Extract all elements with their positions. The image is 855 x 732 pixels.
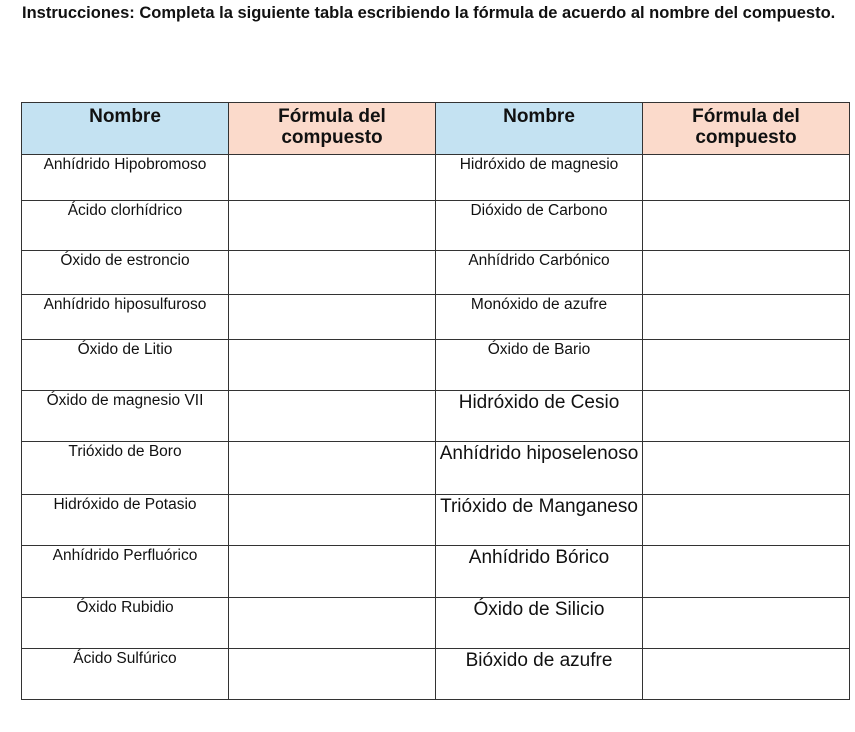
left-formula-cell[interactable] [229, 340, 436, 391]
right-formula-cell[interactable] [643, 442, 850, 495]
table-row [22, 251, 850, 295]
header-formula-left: Fórmula del compuesto [229, 103, 436, 155]
left-formula-cell[interactable] [229, 598, 436, 649]
table-row [22, 546, 850, 598]
right-formula-cell[interactable] [643, 155, 850, 201]
table-row [22, 340, 850, 391]
left-name-cell: Anhídrido hiposulfuroso [22, 295, 229, 340]
right-name-cell: Bióxido de azufre [436, 649, 643, 700]
table-row [22, 295, 850, 340]
right-name-cell: Anhídrido Carbónico [436, 251, 643, 295]
left-formula-cell[interactable] [229, 155, 436, 201]
table-row [22, 598, 850, 649]
left-formula-cell[interactable] [229, 295, 436, 340]
left-name-cell: Óxido Rubidio [22, 598, 229, 649]
right-name-cell: Hidróxido de magnesio [436, 155, 643, 201]
right-formula-cell[interactable] [643, 340, 850, 391]
table-row [22, 442, 850, 495]
right-formula-cell[interactable] [643, 546, 850, 598]
left-formula-cell[interactable] [229, 251, 436, 295]
left-name-cell: Anhídrido Hipobromoso [22, 155, 229, 201]
left-formula-cell[interactable] [229, 649, 436, 700]
header-nombre-left: Nombre [22, 103, 229, 155]
right-name-cell: Dióxido de Carbono [436, 201, 643, 251]
right-name-cell: Óxido de Silicio [436, 598, 643, 649]
instructions-text: Instrucciones: Completa la siguiente tabla escribiendo la fórmula de acuerdo al nombre del compuesto. [22, 4, 836, 22]
table-row [22, 495, 850, 546]
right-name-cell: Anhídrido hiposelenoso [436, 442, 643, 495]
left-name-cell: Ácido Sulfúrico [22, 649, 229, 700]
left-name-cell: Óxido de Litio [22, 340, 229, 391]
left-formula-cell[interactable] [229, 495, 436, 546]
right-formula-cell[interactable] [643, 495, 850, 546]
left-name-cell: Hidróxido de Potasio [22, 495, 229, 546]
table-row [22, 155, 850, 201]
right-formula-cell[interactable] [643, 201, 850, 251]
compound-table [21, 102, 850, 700]
left-formula-cell[interactable] [229, 201, 436, 251]
left-name-cell: Ácido clorhídrico [22, 201, 229, 251]
right-name-cell: Trióxido de Manganeso [436, 495, 643, 546]
header-row [22, 103, 850, 155]
left-name-cell: Anhídrido Perfluórico [22, 546, 229, 598]
table-row [22, 391, 850, 442]
right-name-cell: Monóxido de azufre [436, 295, 643, 340]
right-formula-cell[interactable] [643, 391, 850, 442]
header-formula-right: Fórmula del compuesto [643, 103, 850, 155]
right-formula-cell[interactable] [643, 598, 850, 649]
left-name-cell: Óxido de estroncio [22, 251, 229, 295]
header-nombre-right: Nombre [436, 103, 643, 155]
left-name-cell: Óxido de magnesio VII [22, 391, 229, 442]
right-formula-cell[interactable] [643, 251, 850, 295]
right-name-cell: Hidróxido de Cesio [436, 391, 643, 442]
right-name-cell: Óxido de Bario [436, 340, 643, 391]
table-row [22, 649, 850, 700]
right-name-cell: Anhídrido Bórico [436, 546, 643, 598]
left-name-cell: Trióxido de Boro [22, 442, 229, 495]
table-row [22, 201, 850, 251]
left-formula-cell[interactable] [229, 546, 436, 598]
left-formula-cell[interactable] [229, 442, 436, 495]
right-formula-cell[interactable] [643, 649, 850, 700]
left-formula-cell[interactable] [229, 391, 436, 442]
right-formula-cell[interactable] [643, 295, 850, 340]
